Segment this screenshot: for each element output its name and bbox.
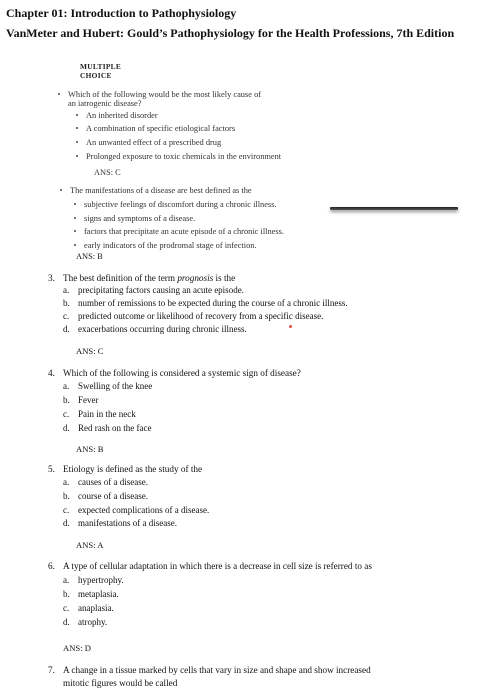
q2-option-c: factors that precipitate an acute episode of a chronic illness.: [84, 227, 284, 236]
q2-option-d: early indicators of the prodromal stage of infection.: [84, 241, 257, 250]
q7-stem-line2: mitotic figures would be called: [63, 678, 178, 688]
q1-option-d: Prolonged exposure to toxic chemicals in the environment: [86, 152, 282, 161]
q6-option-b: metaplasia.: [78, 589, 119, 599]
q1-stem-line1: Which of the following would be the most likely cause of: [68, 90, 262, 99]
q6-number: 6.: [48, 561, 55, 571]
q6-option-c: anaplasia.: [78, 603, 114, 613]
q3-stem: [63, 273, 235, 283]
q3-option-d: exacerbations occurring during chronic illness.: [78, 324, 247, 334]
q6-answer: ANS: D: [63, 643, 91, 653]
q4-option-b: Fever: [78, 395, 99, 405]
red-mark: [289, 325, 292, 328]
q1-answer: ANS: C: [94, 168, 121, 177]
q6-option-d: atrophy.: [78, 617, 108, 627]
q4-letter-c: c.: [63, 409, 70, 419]
q2-answer: ANS: B: [76, 252, 103, 261]
q6-option-a: hypertrophy.: [78, 575, 124, 585]
q5-letter-b: b.: [63, 491, 70, 501]
q5-option-d: manifestations of a disease.: [78, 518, 177, 528]
q3-stem-post: is the: [213, 273, 236, 283]
q3-option-c: predicted outcome or likelihood of recovery from a specific disease.: [78, 311, 324, 321]
q1-stem-line2: an iatrogenic disease?: [68, 99, 142, 108]
q1-option-c: An unwanted effect of a prescribed drug: [86, 138, 222, 147]
q4-letter-a: a.: [63, 381, 70, 391]
q1-option-a: An inherited disorder: [86, 111, 158, 120]
q4-letter-d: d.: [63, 423, 70, 433]
section-label-line1: MULTIPLE: [80, 62, 122, 71]
q4-option-a: Swelling of the knee: [78, 381, 153, 391]
q5-answer: ANS: A: [76, 540, 104, 550]
scan-artifact-line: [330, 207, 458, 210]
q5-stem: Etiology is defined as the study of the: [63, 464, 203, 474]
q4-answer: ANS: B: [76, 444, 104, 454]
q5-option-c: expected complications of a disease.: [78, 505, 210, 515]
section-label-line2: CHOICE: [80, 71, 112, 80]
q2-option-b: signs and symptoms of a disease.: [84, 214, 196, 223]
q4-stem: Which of the following is considered a systemic sign of disease?: [63, 368, 301, 378]
q5-number: 5.: [48, 464, 55, 474]
q7-number: 7.: [48, 665, 55, 675]
q6-letter-c: c.: [63, 603, 70, 613]
q7-stem-line1: A change in a tissue marked by cells that vary in size and shape and show increased: [63, 665, 371, 675]
q1-option-b: A combination of specific etiological factors: [86, 124, 236, 133]
q4-number: 4.: [48, 368, 55, 378]
q5-option-a: causes of a disease.: [78, 477, 148, 487]
q2-option-a: subjective feelings of discomfort during a chronic illness.: [84, 200, 277, 209]
q6-letter-a: a.: [63, 575, 70, 585]
q3-option-a: precipitating factors causing an acute episode.: [78, 285, 244, 295]
book-title: VanMeter and Hubert: Gould’s Pathophysiology for the Health Professions, 7th Edition: [6, 26, 455, 40]
q3-letter-c: c.: [63, 311, 70, 321]
q4-option-c: Pain in the neck: [78, 409, 136, 419]
q3-letter-a: a.: [63, 285, 70, 295]
q5-option-b: course of a disease.: [78, 491, 148, 501]
q3-option-b: number of remissions to be expected during the course of a chronic illness.: [78, 298, 348, 308]
chapter-title: Chapter 01: Introduction to Pathophysiology: [6, 6, 237, 20]
q6-letter-b: b.: [63, 589, 70, 599]
q4-letter-b: b.: [63, 395, 70, 405]
q3-answer: ANS: C: [76, 346, 104, 356]
q2-stem: The manifestations of a disease are best defined as the: [70, 186, 252, 195]
q3-stem-term: prognosis: [177, 273, 214, 283]
q3-stem-pre: The best definition of the term: [63, 273, 178, 283]
q6-letter-d: d.: [63, 617, 70, 627]
q4-option-d: Red rash on the face: [78, 423, 152, 433]
q5-letter-a: a.: [63, 477, 70, 487]
q5-letter-d: d.: [63, 518, 70, 528]
q5-letter-c: c.: [63, 505, 70, 515]
q6-stem: A type of cellular adaptation in which there is a decrease in cell size is referred to as: [63, 561, 372, 571]
q3-number: 3.: [48, 273, 55, 283]
q3-letter-b: b.: [63, 298, 70, 308]
q3-letter-d: d.: [63, 324, 70, 334]
